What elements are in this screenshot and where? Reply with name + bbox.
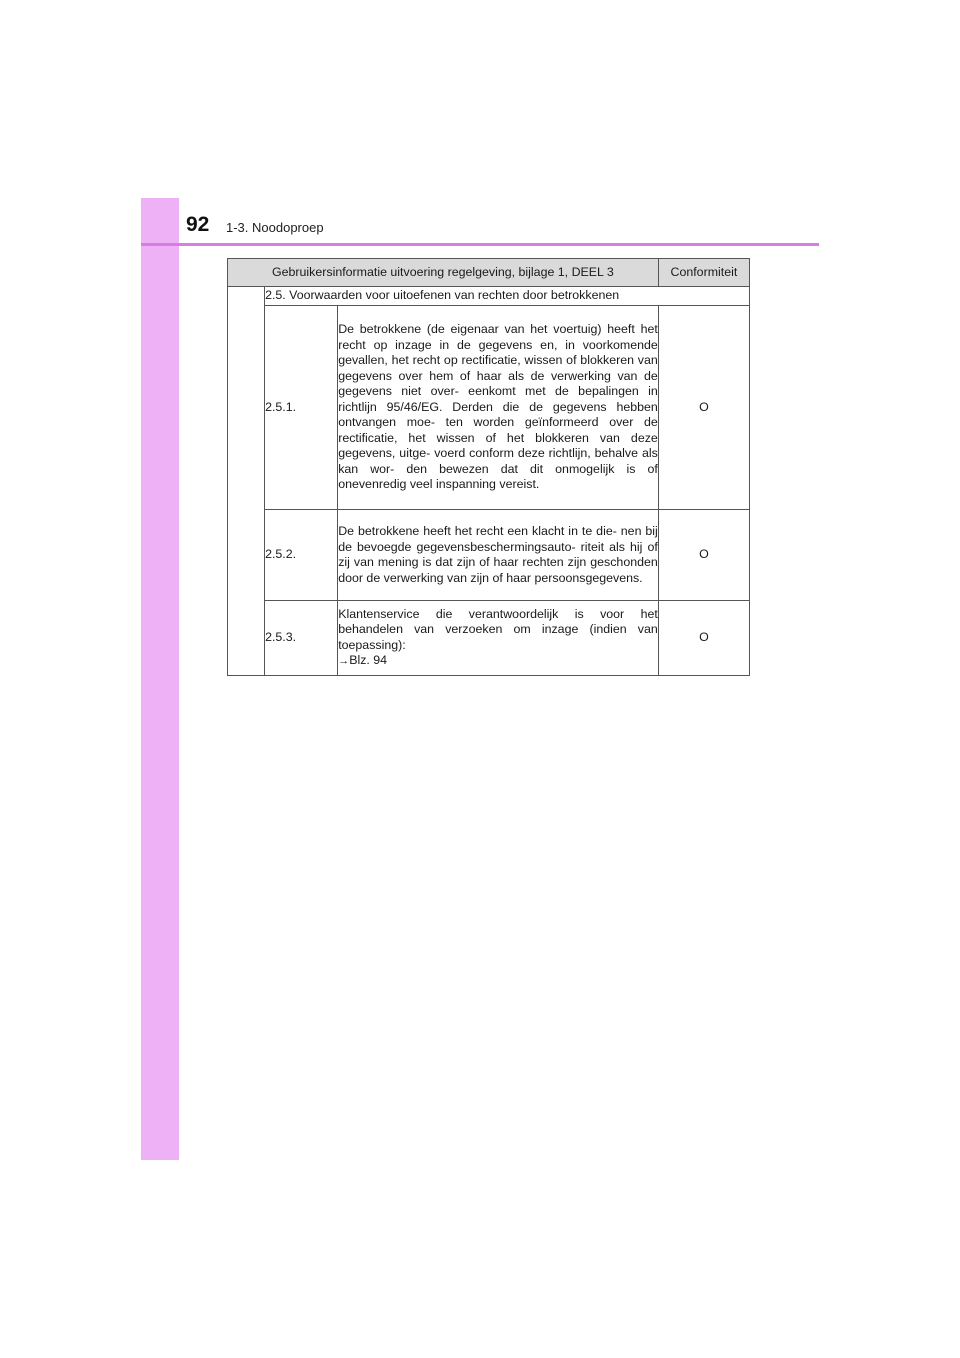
row-description: De betrokkene heeft het recht een klacht in te die- nen bij de bevoegde gegevensbeschermingsauto- riteit als hij of zij van mening is dat zijn of haar rechten zijn geschonden door de verwerking van zijn of haar persoonsgegevens. [338, 510, 659, 601]
page-number: 92 [186, 213, 210, 236]
subsection-row [228, 287, 750, 306]
page-reference[interactable] [338, 653, 658, 670]
row-conformity: O [658, 306, 749, 510]
conformity-table [227, 258, 750, 676]
row-number: 2.5.3. [265, 601, 338, 676]
reference-link[interactable]: Blz. 94 [349, 653, 388, 667]
row-number: 2.5.2. [265, 510, 338, 601]
arrow-right-icon: → [338, 655, 350, 667]
row-description: De betrokkene (de eigenaar van het voertuig) heeft het recht op inzage in de gegevens en, in voorkomende gevallen, het recht op rectificatie, wissen of blokkeren van gegevens over hem of haar als de verwerking van de gegevens niet over- eenkomt met de bepalingen in richtlijn 95/46/EG. Derden die de gegevens hebben ontvangen moe- ten worden geïnformeerd over de rectificatie, het wissen of het blokkeren van deze gegevens, uitge- voerd conform deze richtlijn, behalve als kan wor- den bewezen dat dit onmogelijk is of onevenredig veel inspanning vereist. [338, 306, 659, 510]
row-number: 2.5.1. [265, 306, 338, 510]
table-row [228, 601, 750, 676]
table-row [228, 510, 750, 601]
row-description-cell [338, 601, 659, 676]
row-conformity: O [658, 510, 749, 601]
table-header-row [228, 259, 750, 287]
row-conformity: O [658, 601, 749, 676]
subsection-title: 2.5. Voorwaarden voor uitoefenen van rechten door betrokkenen [265, 287, 750, 306]
side-color-band [141, 198, 179, 1160]
table-header-conformity: Conformiteit [658, 259, 749, 287]
header-rule [141, 243, 819, 246]
table-header-main: Gebruikersinformatie uitvoering regelgeving, bijlage 1, DEEL 3 [228, 259, 659, 287]
section-title: 1-3. Noodoproep [226, 220, 324, 235]
table-row [228, 306, 750, 510]
blank-indent-cell [228, 287, 265, 676]
row-description: Klantenservice die verantwoordelijk is voor het behandelen van verzoeken om inzage (indien van toepassing): [338, 606, 658, 652]
